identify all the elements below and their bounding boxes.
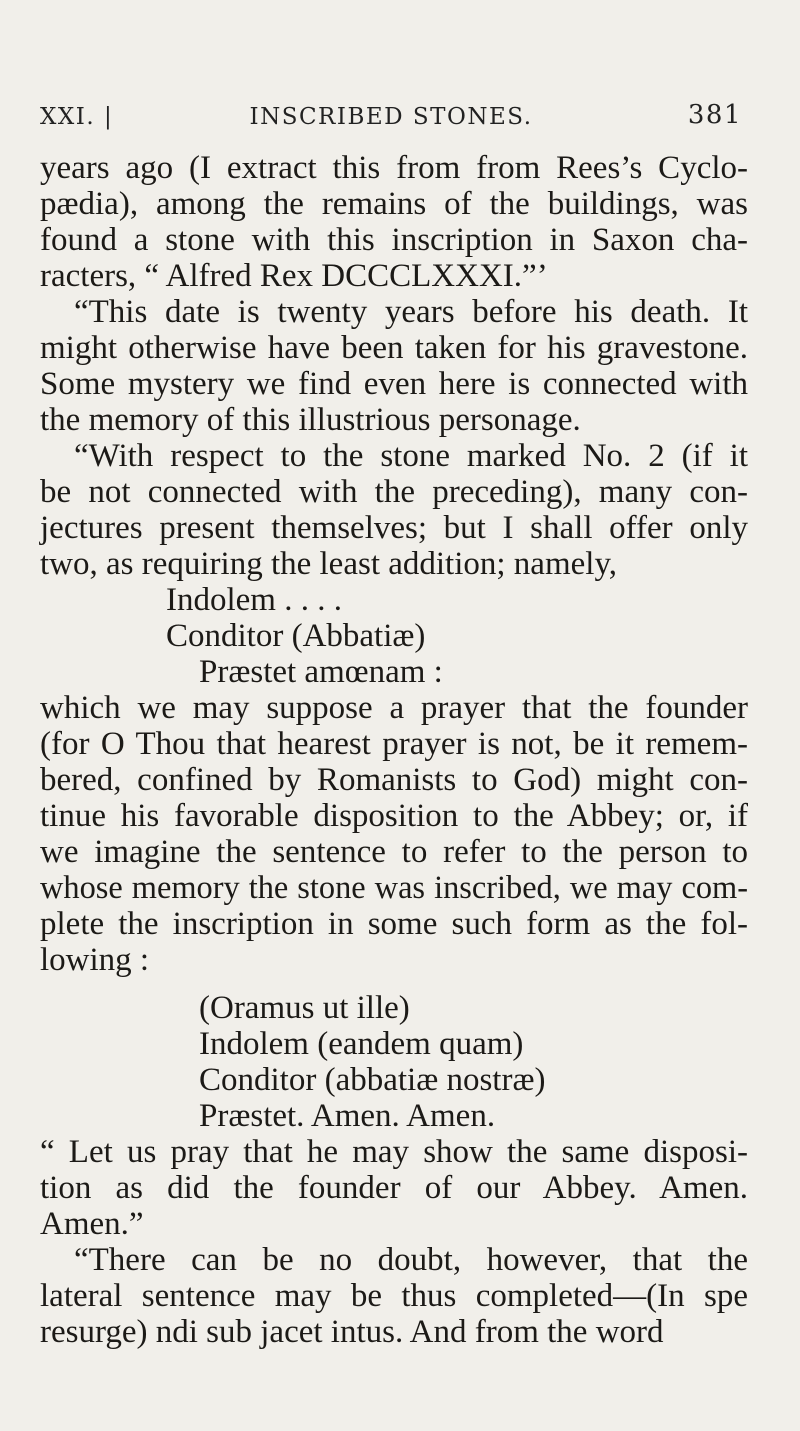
text-line: the memory of this illustrious personage. <box>40 402 581 438</box>
inscription-line: Præstet amœnam : <box>199 654 443 690</box>
text-line: (for O Thou that hearest prayer is not, be it remem- <box>40 726 748 762</box>
text-line: racters, “ Alfred Rex DCCCLXXXI.”’ <box>40 258 548 294</box>
page-number: 381 <box>687 100 742 130</box>
text-line: “This date is twenty years before his death. It <box>74 294 748 330</box>
inscription-line: Conditor (Abbatiæ) <box>166 618 426 654</box>
text-line: whose memory the stone was inscribed, we may com- <box>40 870 748 906</box>
text-line: “There can be no doubt, however, that the <box>74 1242 748 1278</box>
text-line: tinue his favorable disposition to the Abbey; or, if <box>40 798 748 834</box>
page-body <box>40 150 748 1350</box>
text-line: lowing : <box>40 942 150 978</box>
text-line: jectures present themselves; but I shall offer only <box>40 510 748 546</box>
text-line: two, as requiring the least addition; namely, <box>40 546 618 582</box>
text-line: resurge) ndi sub jacet intus. And from the word <box>40 1314 664 1350</box>
text-line: “With respect to the stone marked No. 2 (if it <box>74 438 748 474</box>
inscription-line: Indolem (eandem quam) <box>199 1026 524 1062</box>
chapter-number: XXI. | <box>40 104 114 130</box>
text-line: we imagine the sentence to refer to the person to <box>40 834 748 870</box>
inscription-line: Præstet. Amen. Amen. <box>199 1098 496 1134</box>
text-line: years ago (I extract this from from Rees’s Cyclo- <box>40 150 748 186</box>
text-line: lateral sentence may be thus completed—(In spe <box>40 1278 748 1314</box>
text-line: “ Let us pray that he may show the same disposi- <box>40 1134 748 1170</box>
inscription-line: Conditor (abbatiæ nostræ) <box>199 1062 546 1098</box>
text-line: Some mystery we find even here is connected with <box>40 366 748 402</box>
running-head <box>40 94 742 134</box>
text-line: pædia), among the remains of the buildings, was <box>40 186 748 222</box>
text-line: found a stone with this inscription in Saxon cha- <box>40 222 748 258</box>
text-line: plete the inscription in some such form as the fol- <box>40 906 748 942</box>
running-title: INSCRIBED STONES. <box>249 104 533 130</box>
text-line: bered, confined by Romanists to God) might con- <box>40 762 748 798</box>
text-line: be not connected with the preceding), many con- <box>40 474 748 510</box>
inscription-line: Indolem . . . . <box>166 582 342 618</box>
text-line: might otherwise have been taken for his gravestone. <box>40 330 748 366</box>
text-line: which we may suppose a prayer that the founder <box>40 690 748 726</box>
inscription-line: (Oramus ut ille) <box>199 990 410 1026</box>
text-line: Amen.” <box>40 1206 144 1242</box>
text-line: tion as did the founder of our Abbey. Amen. <box>40 1170 748 1206</box>
